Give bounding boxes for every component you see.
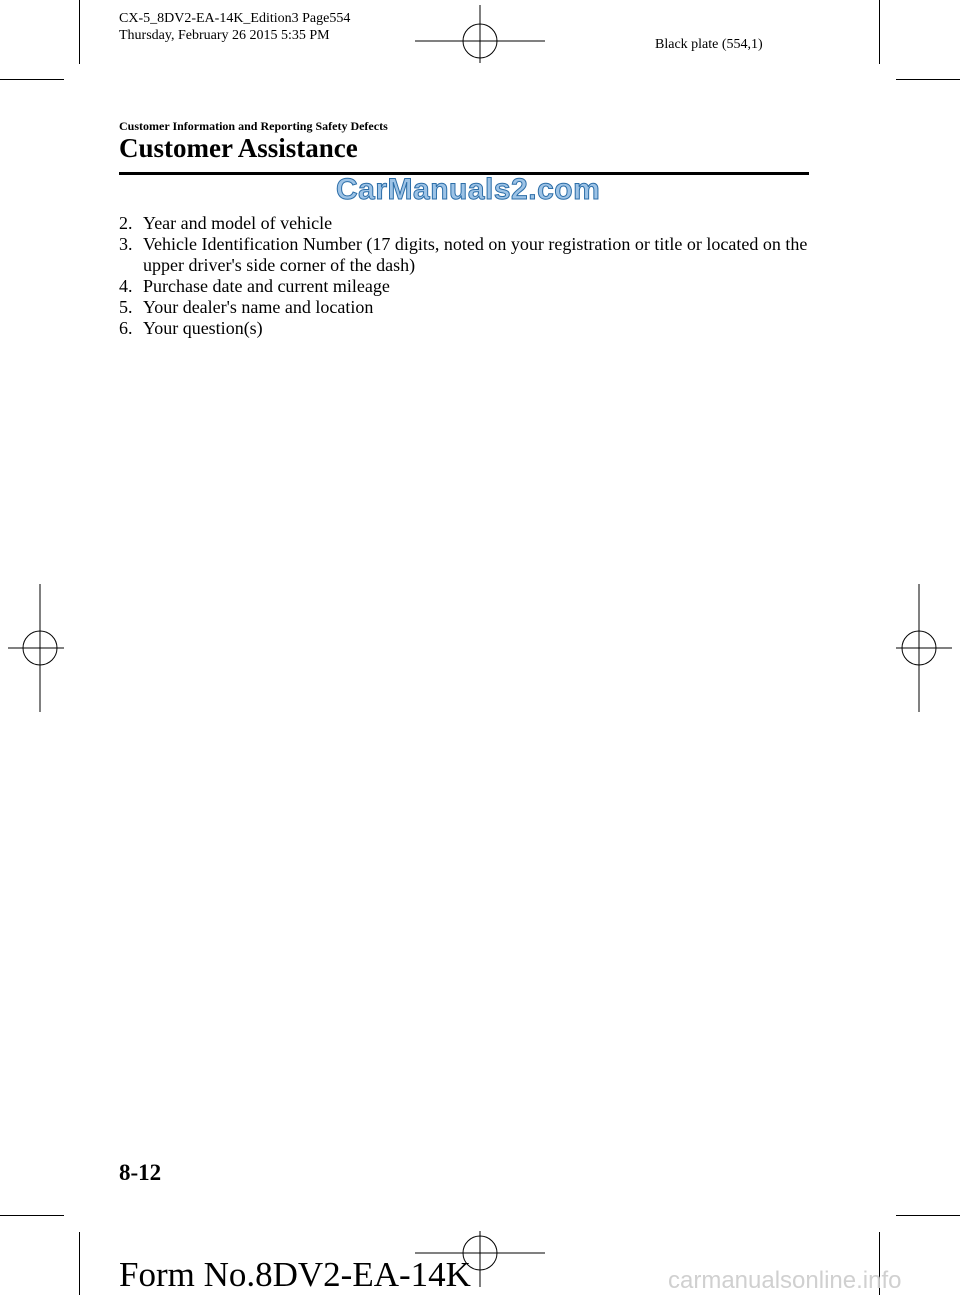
list-item-number: 2. [119, 213, 133, 233]
list-item-text: Purchase date and current mileage [143, 276, 390, 296]
info-list [119, 213, 814, 339]
section-label: Customer Information and Reporting Safety Defects [119, 119, 388, 133]
print-header-date-line: Thursday, February 26 2015 5:35 PM [119, 28, 330, 43]
list-item-number: 6. [119, 318, 133, 338]
site-watermark: carmanualsonline.info [668, 1267, 902, 1294]
list-item-number: 3. [119, 234, 133, 254]
carmanuals-watermark: CarManuals2.com [336, 173, 601, 206]
print-header-plate: Black plate (554,1) [655, 37, 763, 52]
list-item [119, 297, 814, 318]
page-title: Customer Assistance [119, 133, 358, 163]
list-item [119, 234, 814, 276]
list-item [119, 276, 814, 297]
list-item [119, 213, 814, 234]
form-number: Form No.8DV2-EA-14K [119, 1255, 471, 1294]
list-item-number: 4. [119, 276, 133, 296]
list-item [119, 318, 814, 339]
list-item-text: Year and model of vehicle [143, 213, 333, 233]
page-number: 8-12 [119, 1160, 162, 1185]
print-header-file-line: CX-5_8DV2-EA-14K_Edition3 Page554 [119, 11, 351, 26]
list-item-text: Vehicle Identification Number (17 digits, noted on your registration or title or located on the upper driver's side corner of the dash) [143, 234, 808, 275]
list-item-text: Your question(s) [143, 318, 263, 338]
list-item-number: 5. [119, 297, 133, 317]
list-item-text: Your dealer's name and location [143, 297, 374, 317]
